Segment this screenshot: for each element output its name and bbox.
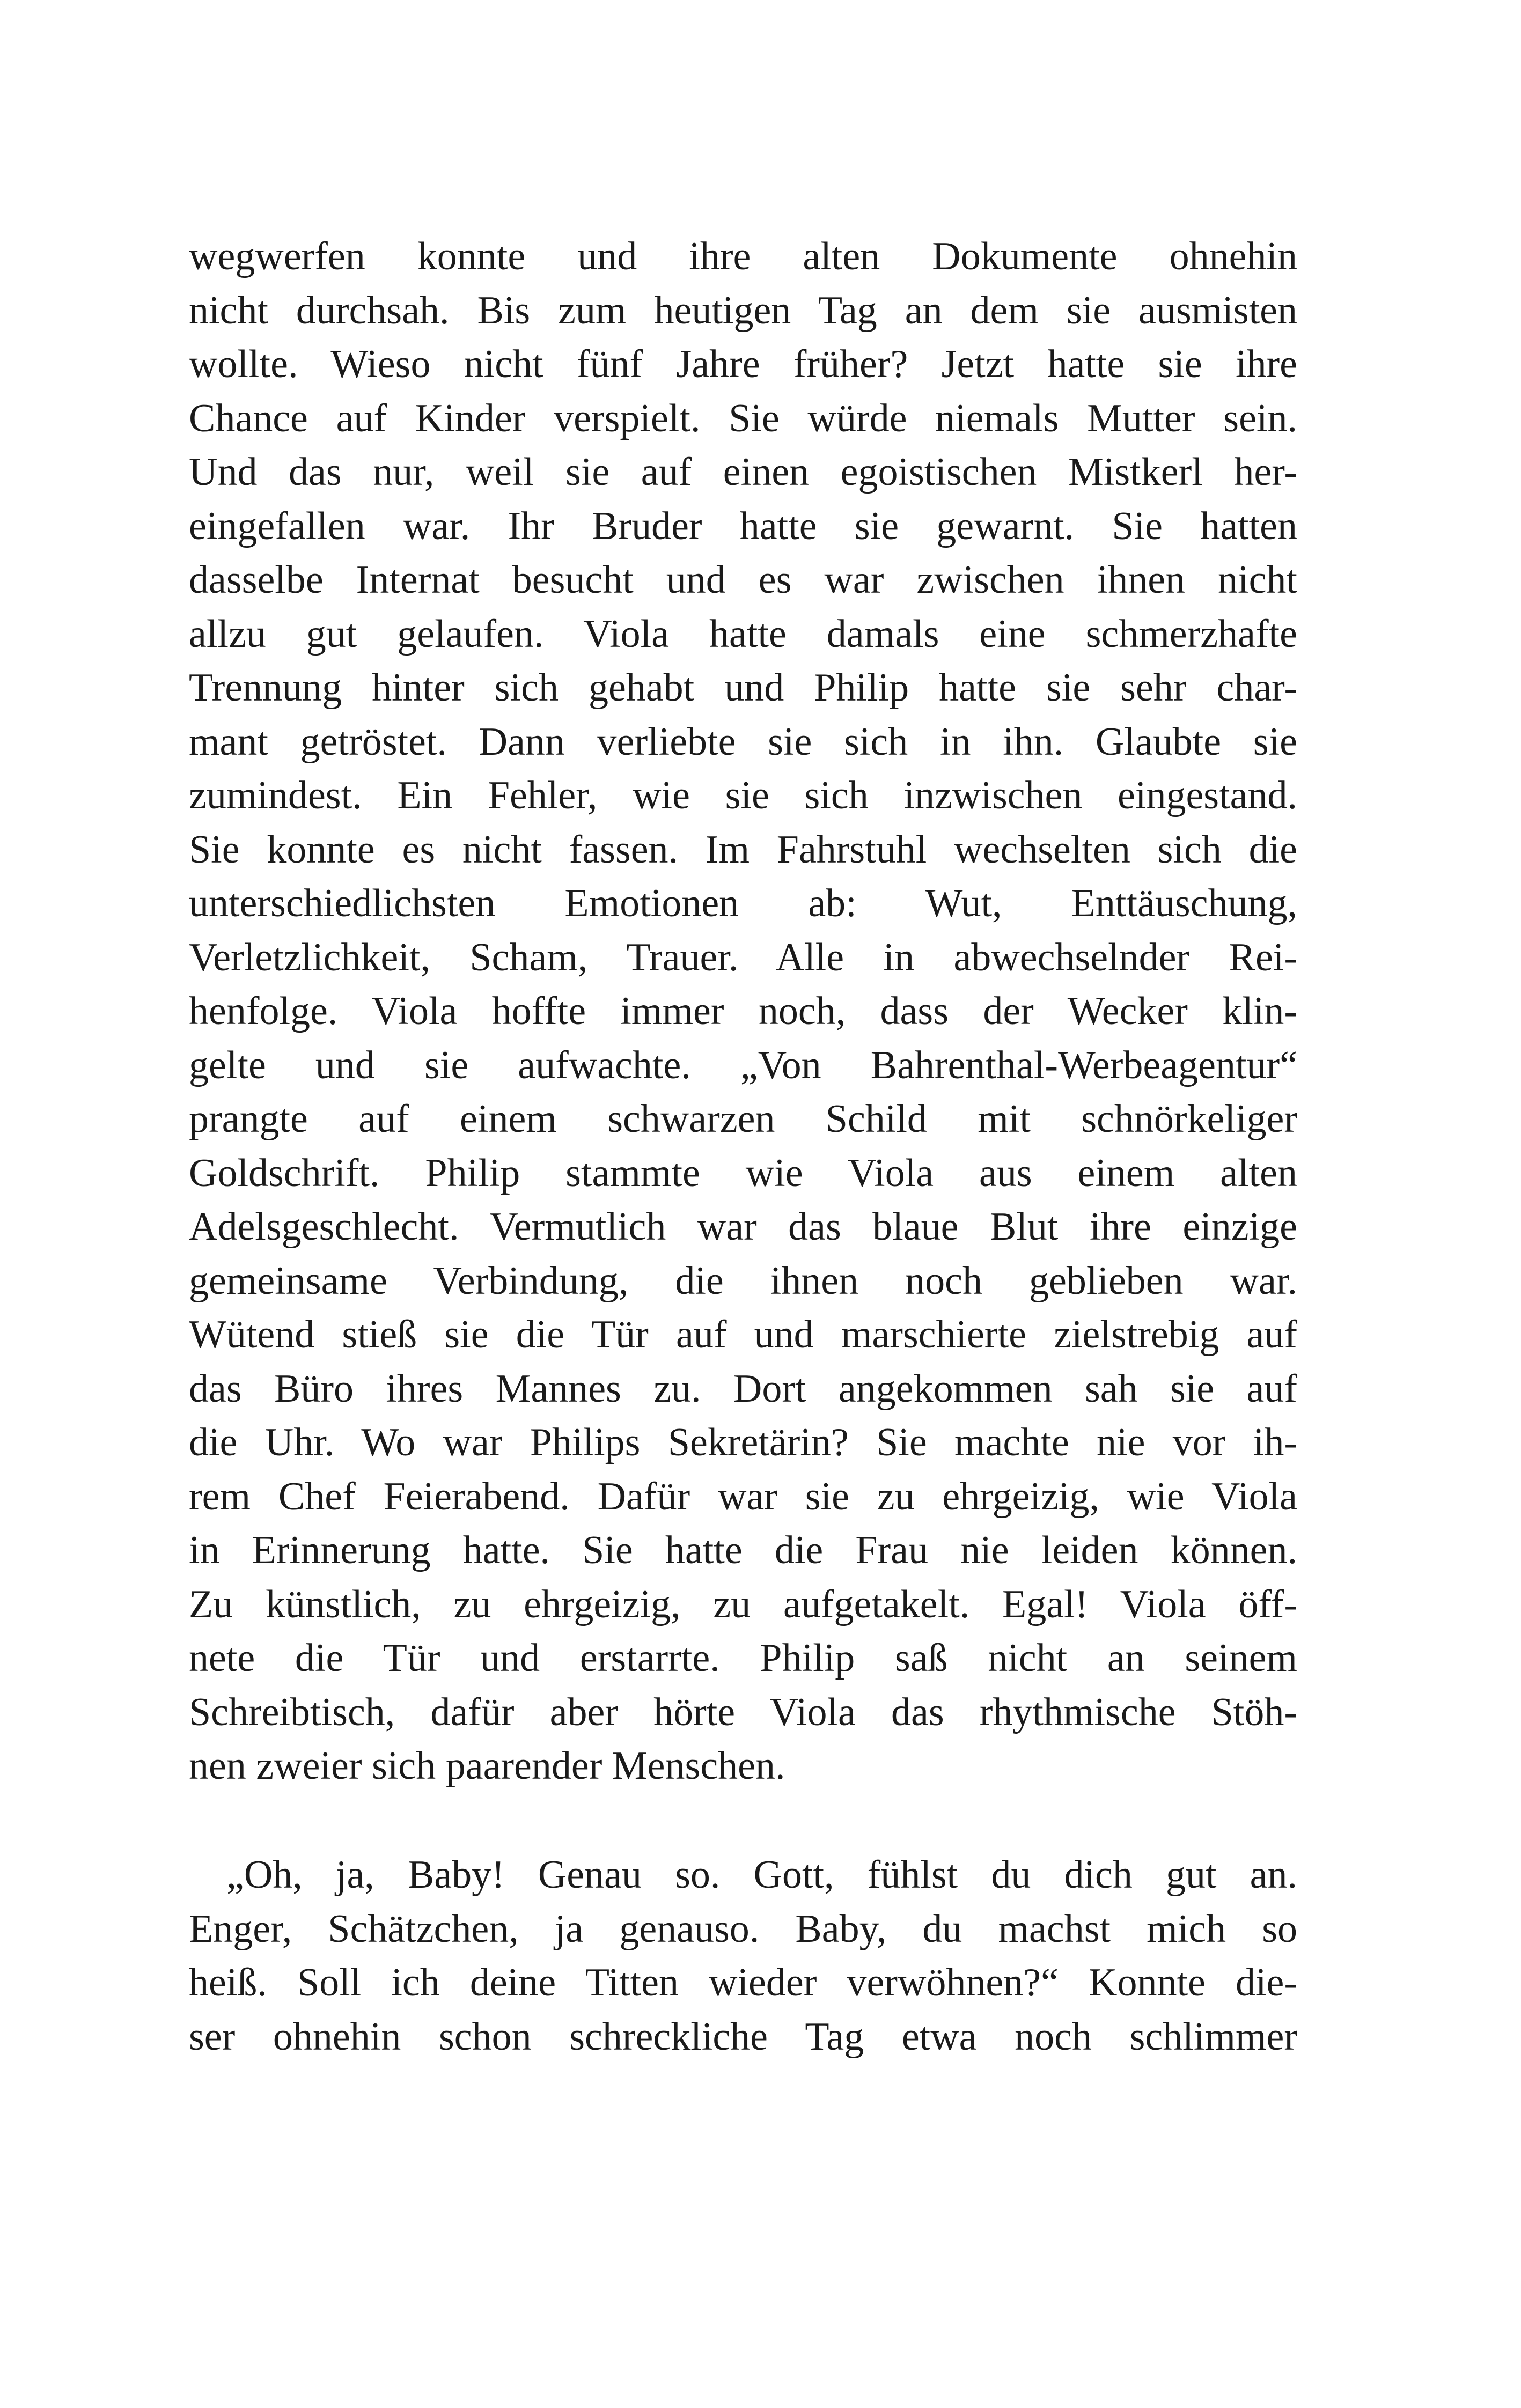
- text-line: nete die Tür und erstarrte. Philip saß nicht an seinem: [189, 1636, 1297, 1680]
- text-line: unterschiedlichsten Emotionen ab: Wut, Enttäuschung,: [189, 881, 1297, 925]
- text-line: Schreibtisch, dafür aber hörte Viola das rhythmische Stöh-: [189, 1690, 1297, 1734]
- text-line: Sie konnte es nicht fassen. Im Fahrstuhl wechselten sich die: [189, 827, 1297, 872]
- paragraph: [189, 1848, 1297, 2064]
- text-line: Verletzlichkeit, Scham, Trauer. Alle in abwechselnder Rei-: [189, 935, 1297, 980]
- text-line: wegwerfen konnte und ihre alten Dokumente ohnehin: [189, 234, 1297, 278]
- text-line: nen zweier sich paarender Menschen.: [189, 1744, 785, 1788]
- text-line: nicht durchsah. Bis zum heutigen Tag an dem sie ausmisten: [189, 288, 1297, 333]
- text-line: mant getröstet. Dann verliebte sie sich in ihn. Glaubte sie: [189, 719, 1297, 764]
- paragraph: [189, 230, 1297, 1793]
- text-line: zumindest. Ein Fehler, wie sie sich inzwischen eingestand.: [189, 774, 1297, 818]
- text-line: henfolge. Viola hoffte immer noch, dass der Wecker klin-: [189, 989, 1297, 1033]
- text-line: dasselbe Internat besucht und es war zwischen ihnen nicht: [189, 558, 1297, 602]
- text-line: Trennung hinter sich gehabt und Philip hatte sie sehr char-: [189, 666, 1297, 710]
- text-line: ser ohnehin schon schreckliche Tag etwa noch schlimmer: [189, 2014, 1297, 2059]
- text-line: Und das nur, weil sie auf einen egoistischen Mistkerl her-: [189, 450, 1297, 494]
- text-line: Adelsgeschlecht. Vermutlich war das blaue Blut ihre einzige: [189, 1205, 1297, 1249]
- text-line: wollte. Wieso nicht fünf Jahre früher? Jetzt hatte sie ihre: [189, 342, 1297, 386]
- text-line: gemeinsame Verbindung, die ihnen noch geblieben war.: [189, 1258, 1297, 1303]
- text-line: die Uhr. Wo war Philips Sekretärin? Sie machte nie vor ih-: [189, 1420, 1297, 1464]
- text-line: Zu künstlich, zu ehrgeizig, zu aufgetakelt. Egal! Viola öff-: [189, 1582, 1297, 1626]
- text-line: Goldschrift. Philip stammte wie Viola aus einem alten: [189, 1151, 1297, 1195]
- text-line: in Erinnerung hatte. Sie hatte die Frau nie leiden können.: [189, 1528, 1297, 1572]
- text-line: gelte und sie aufwachte. „Von Bahrenthal-Werbeagentur“: [189, 1043, 1297, 1087]
- text-line: Enger, Schätzchen, ja genauso. Baby, du machst mich so: [189, 1906, 1297, 1951]
- text-line: rem Chef Feierabend. Dafür war sie zu ehrgeizig, wie Viola: [189, 1474, 1297, 1519]
- text-line: eingefallen war. Ihr Bruder hatte sie gewarnt. Sie hatten: [189, 504, 1297, 548]
- text-line: „Oh, ja, Baby! Genau so. Gott, fühlst du dich gut an.: [226, 1853, 1297, 1897]
- text-line: heiß. Soll ich deine Titten wieder verwöhnen?“ Konnte die-: [189, 1961, 1297, 2005]
- text-line: Wütend stieß sie die Tür auf und marschierte zielstrebig auf: [189, 1313, 1297, 1357]
- text-line: das Büro ihres Mannes zu. Dort angekommen sah sie auf: [189, 1366, 1297, 1411]
- text-line: allzu gut gelaufen. Viola hatte damals eine schmerzhafte: [189, 612, 1297, 656]
- text-line: Chance auf Kinder verspielt. Sie würde niemals Mutter sein.: [189, 396, 1297, 440]
- text-line: prangte auf einem schwarzen Schild mit schnörkeliger: [189, 1097, 1297, 1141]
